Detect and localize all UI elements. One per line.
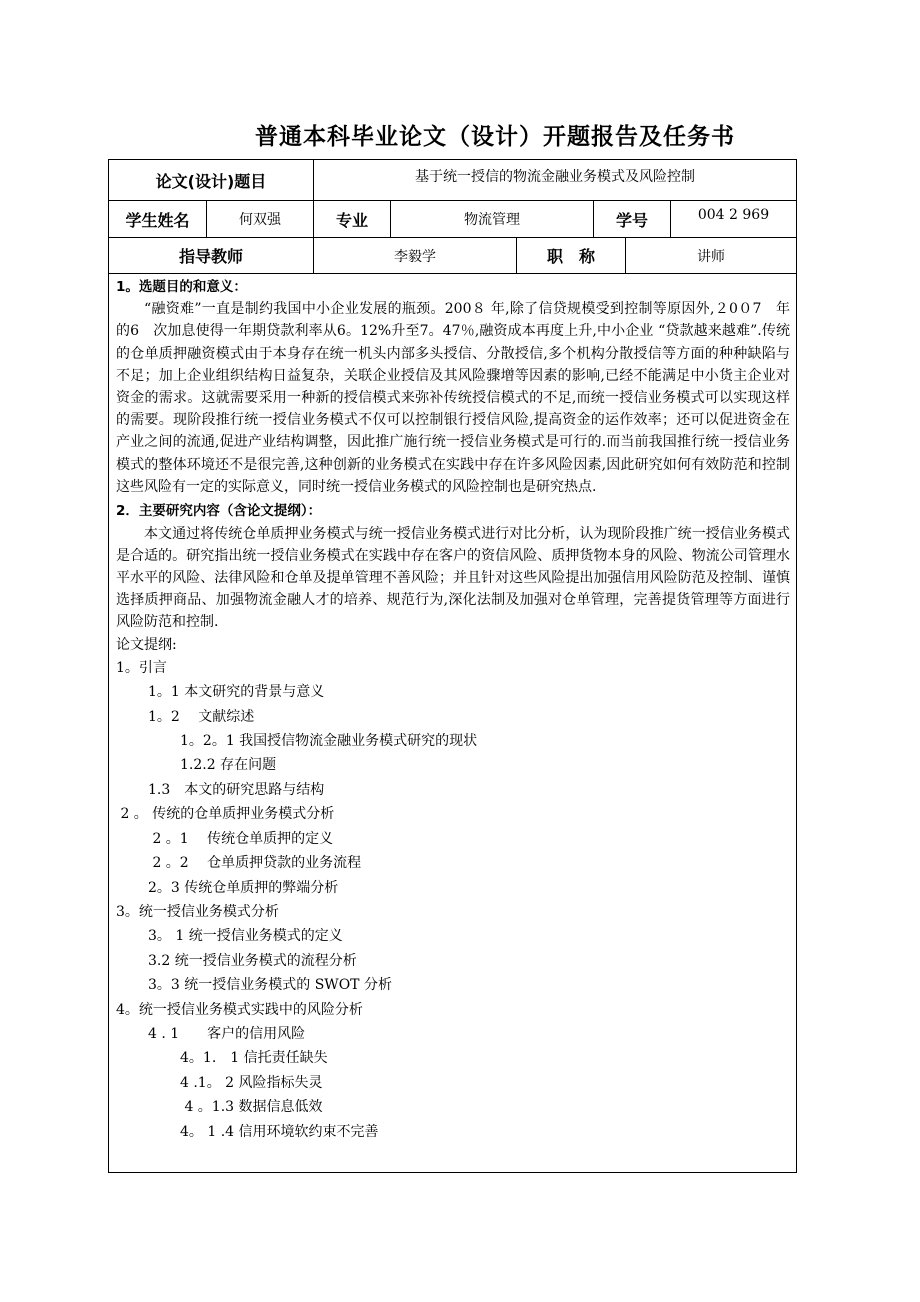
advisor-row	[109, 238, 796, 274]
outline-item: 1.2.2 存在问题	[180, 757, 277, 774]
outline-item: 3.2 统一授信业务模式的流程分析	[148, 952, 357, 969]
section-1-paragraph: “融资难”一直是制约我国中小企业发展的瓶颈。200８ 年,除了信贷规模受到控制等原因外,２0０7 年的6 次加息使得一年期贷款利率从6。12%升至7。47％,融资成本再度上升,中小企业 “贷款越来越难”.传统的仓单质押融资模式由于本身存在统一机头内部多头授信、分散授信,多个机构分散授信等方面的种种缺陷与不足；加上企业组织结构日益复杂，关联企业授信及其风险骤增等因素的影响,已经不能满足中小货主企业对资金的需求。这就需要采用一种新的授信模式来弥补传统授信模式的不足,而统一授信业务模式可以实现这样的需要。现阶段推行统一授信业务模式不仅可以控制银行授信风险,提高资金的运作效率；还可以促进资金在产业之间的流通,促进产业结构调整，因此推广施行统一授信业务模式是可行的.而当前我国推行统一授信业务模式的整体环境还不是很完善,这种创新的业务模式在实践中存在许多风险因素,因此研究如何有效防范和控制这些风险有一定的实际意义，同时统一授信业务模式的风险控制也是研究热点.	[116, 301, 790, 495]
major-label: 专业	[314, 201, 391, 237]
section-2-heading: 2．主要研究内容（含论文提纲）：	[116, 503, 322, 520]
outline-item: 4 .1。 2 风险指标失灵	[180, 1074, 323, 1091]
outline-item: 1。2 文献综述	[148, 708, 255, 725]
outline-item: 1。2。1 我国授信物流金融业务模式研究的现状	[180, 733, 478, 750]
outline-item: 2 。 传统的仓单质押业务模式分析	[116, 806, 335, 823]
outline-label: 论文提纲:	[116, 636, 177, 653]
outline-item: 4。统一授信业务模式实践中的风险分析	[116, 1001, 363, 1018]
outline-item: 3。3 统一授信业务模式的 SWOT 分析	[148, 977, 392, 994]
advisor-label: 指导教师	[109, 238, 314, 273]
outline-item: 1。引言	[116, 659, 167, 676]
outline-item: 3。 1 统一授信业务模式的定义	[148, 928, 343, 945]
student-id-value: 004 2 969	[697, 207, 770, 223]
advisor-value: 李毅学	[314, 238, 517, 273]
student-id-label: 学号	[594, 201, 671, 237]
outline-list	[116, 656, 790, 1144]
topic-value: 基于统一授信的物流金融业务模式及风险控制	[415, 169, 695, 185]
outline-item: 4 . 1 客户的信用风险	[148, 1025, 306, 1042]
outline-item: 4。1. 1 信托责任缺失	[180, 1050, 328, 1067]
outline-item: 1。1 本文研究的背景与意义	[148, 684, 325, 701]
outline-item: 2。3 传统仓单质押的弊端分析	[148, 879, 339, 896]
student-row	[109, 201, 796, 238]
outline-item: 4。 1 .4 信用环境软约束不完善	[180, 1123, 379, 1140]
outline-item: 1.3 本文的研究思路与结构	[148, 781, 325, 798]
report-form-table	[108, 159, 797, 1173]
student-name-value: 何双强	[207, 201, 314, 237]
topic-row	[109, 160, 796, 201]
outline-item: 2 。2 仓单质押贷款的业务流程	[148, 855, 362, 872]
document-title: 普通本科毕业论文（设计）开题报告及任务书	[255, 124, 735, 150]
rank-value: 讲师	[697, 248, 725, 265]
section-1-heading: 1。选题目的和意义：	[116, 279, 247, 295]
section-2-paragraph: 本文通过将传统仓单质押业务模式与统一授信业务模式进行对比分析，认为现阶段推广统一授信业务模式是合适的。研究指出统一授信业务模式在实践中存在客户的资信风险、质押货物本身的风险、物流公司管理水平水平的风险、法律风险和仓单及提单管理不善风险；并且针对这些风险提出加强信用风险防范及控制、谨慎选择质押商品、加强物流金融人才的培养、规范行为,深化法制及加强对仓单管理，完善提货管理等方面进行风险防范和控制.	[116, 525, 790, 631]
outline-item: 3。统一授信业务模式分析	[116, 903, 279, 920]
major-value: 物流管理	[391, 201, 594, 237]
outline-item: 4 。1.3 数据信息低效	[180, 1099, 323, 1116]
outline-item: 2 。1 传统仓单质押的定义	[148, 830, 334, 847]
topic-label: 论文(设计)题目	[109, 160, 314, 200]
report-body	[116, 276, 790, 1144]
rank-label: 职 称	[517, 238, 626, 273]
student-name-label: 学生姓名	[109, 201, 207, 237]
